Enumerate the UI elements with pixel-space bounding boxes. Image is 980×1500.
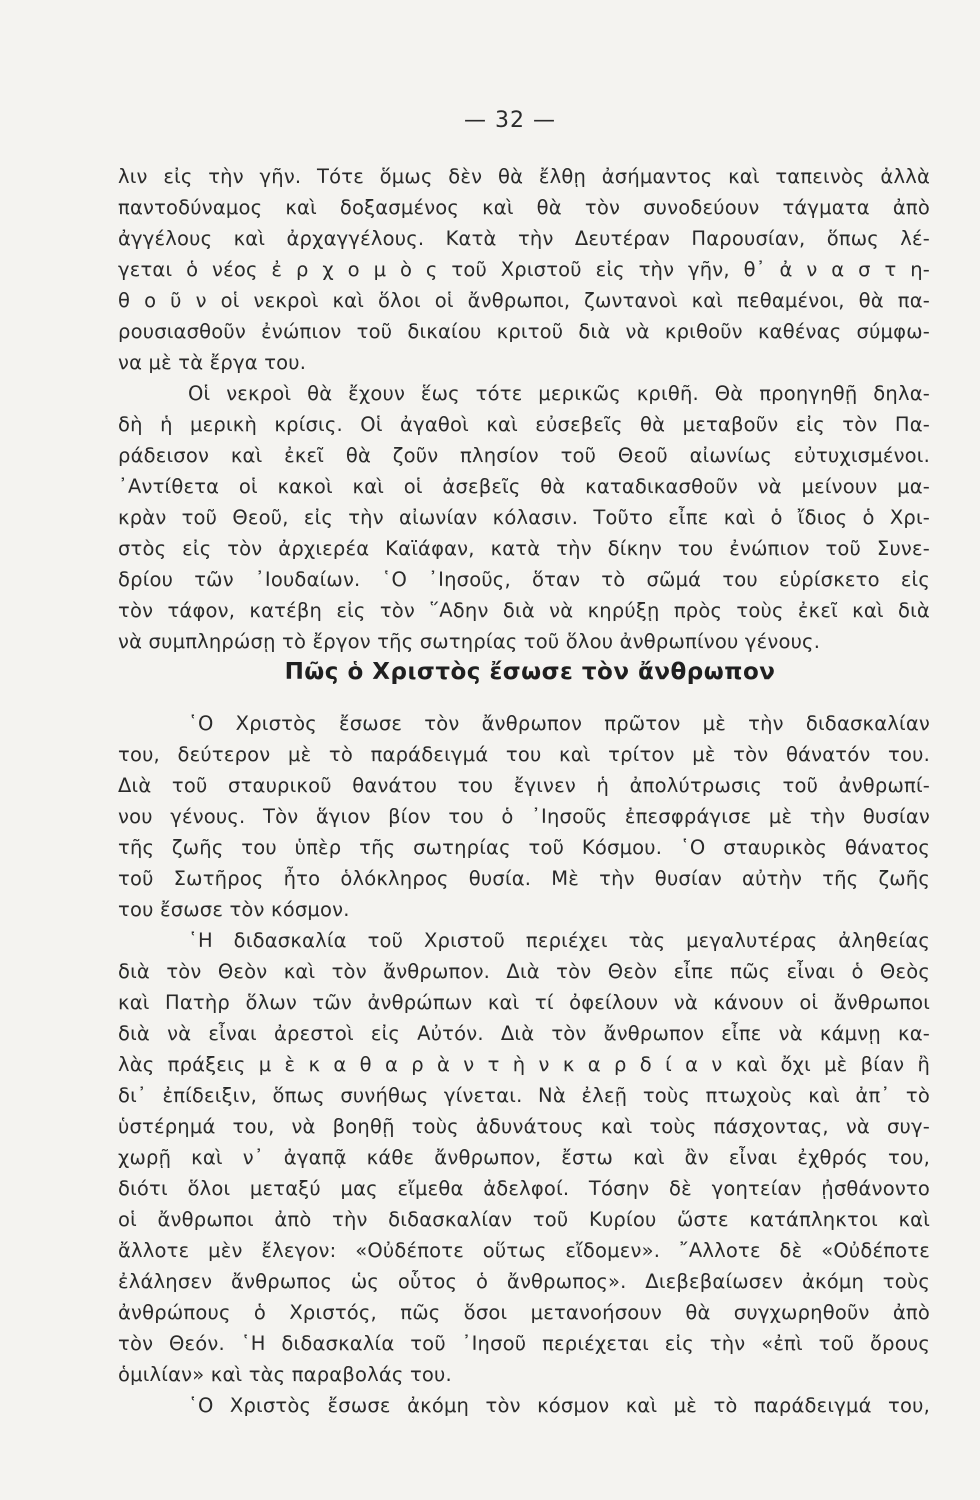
text-line: νου γένους. Τὸν ἅγιον βίον του ὁ ᾿Ιησοῦς ἐπεσφράγισε μὲ τὴν θυσίαν — [118, 805, 930, 828]
text-line: τοῦ Σωτῆρος ἦτο ὁλόκληρος θυσία. Μὲ τὴν θυσίαν αὐτὴν τῆς ζωῆς — [118, 867, 930, 890]
text-line: ὁμιλίαν» καὶ τὰς παραβολάς του. — [118, 1363, 452, 1386]
page-number: — 32 — — [464, 108, 556, 133]
text-line: να μὲ τὰ ἔργα του. — [118, 351, 307, 374]
text-line: ἐλάλησεν ἄνθρωπος ὡς οὗτος ὁ ἄνθρωπος». Διεβεβαίωσεν ἀκόμη τοὺς — [118, 1270, 930, 1293]
text-line: διὰ τὸν Θεὸν καὶ τὸν ἄνθρωπον. Διὰ τὸν Θεὸν εἶπε πῶς εἶναι ὁ Θεὸς — [118, 960, 930, 983]
text-line: Διὰ τοῦ σταυρικοῦ θανάτου του ἔγινεν ἡ ἀπολύτρωσις τοῦ ἀνθρωπί- — [118, 774, 930, 797]
text-line: ἀνθρώπους ὁ Χριστός, πῶς ὅσοι μετανοήσουν θὰ συγχωρηθοῦν ἀπὸ — [118, 1301, 930, 1324]
text-line: διότι ὅλοι μεταξύ μας εἴμεθα ἀδελφοί. Τόσην δὲ γοητείαν ᾐσθάνοντο — [118, 1177, 930, 1200]
text-line: οἱ ἄνθρωποι ἀπὸ τὴν διδασκαλίαν τοῦ Κυρίου ὥστε κατάπληκτοι καὶ — [118, 1208, 930, 1231]
text-line: νὰ συμπληρώσῃ τὸ ἔργον τῆς σωτηρίας τοῦ ὅλου ἀνθρωπίνου γένους. — [118, 630, 821, 653]
text-line: καὶ Πατὴρ ὅλων τῶν ἀνθρώπων καὶ τί ὀφείλουν νὰ κάνουν οἱ ἄνθρωποι — [118, 991, 930, 1014]
text-line: παντοδύναμος καὶ δοξασμένος καὶ θὰ τὸν συνοδεύουν τάγματα ἀπὸ — [118, 196, 930, 219]
text-line: ῾Ο Χριστὸς ἔσωσε ἀκόμη τὸν κόσμον καὶ μὲ τὸ παράδειγμά του, — [188, 1394, 930, 1417]
text-line: δρίου τῶν ᾿Ιουδαίων. ῾Ο ᾿Ιησοῦς, ὅταν τὸ σῶμά του εὑρίσκετο εἰς — [118, 568, 930, 591]
text-line: ῾Ο Χριστὸς ἔσωσε τὸν ἄνθρωπον πρῶτον μὲ τὴν διδασκαλίαν — [188, 712, 930, 735]
text-line: ράδεισον καὶ ἐκεῖ θὰ ζοῦν πλησίον τοῦ Θεοῦ αἰωνίως εὐτυχισμένοι. — [118, 444, 930, 467]
text-line: θ ο ῦ ν οἱ νεκροὶ καὶ ὅλοι οἱ ἄνθρωποι, ζωντανοὶ καὶ πεθαμένοι, θὰ πα- — [118, 289, 930, 312]
text-line: διὰ νὰ εἶναι ἀρεστοὶ εἰς Αὐτόν. Διὰ τὸν ἄνθρωπον εἶπε νὰ κάμνῃ κα- — [118, 1022, 930, 1045]
text-line: δὴ ἡ μερικὴ κρίσις. Οἱ ἀγαθοὶ καὶ εὐσεβεῖς θὰ μεταβοῦν εἰς τὸν Πα- — [118, 413, 930, 436]
text-line: λιν εἰς τὴν γῆν. Τότε ὅμως δὲν θὰ ἔλθῃ ἀσήμαντος καὶ ταπεινὸς ἀλλὰ — [118, 165, 930, 188]
text-line: ἄλλοτε μὲν ἔλεγον: «Οὐδέποτε οὕτως εἴδομεν». ῎Αλλοτε δὲ «Οὐδέποτε — [118, 1239, 930, 1262]
text-line: δι᾿ ἐπίδειξιν, ὅπως συνήθως γίνεται. Νὰ ἐλεῇ τοὺς πτωχοὺς καὶ ἀπ᾿ τὸ — [118, 1084, 930, 1107]
text-block-1 — [118, 161, 930, 657]
text-line: λὰς πράξεις μ ὲ κ α θ α ρ ὰ ν τ ὴ ν κ α ρ δ ί α ν καὶ ὄχι μὲ βίαν ἢ — [118, 1053, 930, 1076]
text-line: ὑστέρημά του, νὰ βοηθῇ τοὺς ἀδυνάτους καὶ τοὺς πάσχοντας, νὰ συγ- — [118, 1115, 930, 1138]
text-line: του ἔσωσε τὸν κόσμον. — [118, 898, 350, 921]
text-line: στὸς εἰς τὸν ἀρχιερέα Καϊάφαν, κατὰ τὴν δίκην του ἐνώπιον τοῦ Συνε- — [118, 537, 930, 560]
text-line: τὸν Θεόν. ῾Η διδασκαλία τοῦ ᾿Ιησοῦ περιέχεται εἰς τὴν «ἐπὶ τοῦ ὄρους — [118, 1332, 930, 1355]
section-heading: Πῶς ὁ Χριστὸς ἔσωσε τὸν ἄνθρωπον — [284, 659, 776, 685]
text-line: κρὰν τοῦ Θεοῦ, εἰς τὴν αἰωνίαν κόλασιν. Τοῦτο εἶπε καὶ ὁ ἴδιος ὁ Χρι- — [118, 506, 930, 529]
text-line: ρουσιασθοῦν ἐνώπιον τοῦ δικαίου κριτοῦ διὰ νὰ κριθοῦν καθένας σύμφω- — [118, 320, 930, 343]
text-line: ῾Η διδασκαλία τοῦ Χριστοῦ περιέχει τὰς μεγαλυτέρας ἀληθείας — [188, 929, 930, 952]
text-line: τῆς ζωῆς του ὑπὲρ τῆς σωτηρίας τοῦ Κόσμου. ῾Ο σταυρικὸς θάνατος — [118, 836, 930, 859]
text-block-2 — [118, 708, 930, 1421]
text-line: γεται ὁ νέος ἐ ρ χ ο μ ὸ ς τοῦ Χριστοῦ εἰς τὴν γῆν, θ᾿ ἀ ν α σ τ η- — [118, 258, 930, 281]
text-line: ᾿Αντίθετα οἱ κακοὶ καὶ οἱ ἀσεβεῖς θὰ καταδικασθοῦν νὰ μείνουν μα- — [118, 475, 930, 498]
text-line: του, δεύτερον μὲ τὸ παράδειγμά του καὶ τρίτον μὲ τὸν θάνατόν του. — [118, 743, 930, 766]
text-line: τὸν τάφον, κατέβη εἰς τὸν ῞Αδην διὰ νὰ κηρύξῃ πρὸς τοὺς ἐκεῖ καὶ διὰ — [118, 599, 930, 622]
text-line: ἀγγέλους καὶ ἀρχαγγέλους. Κατὰ τὴν Δευτέραν Παρουσίαν, ὅπως λέ- — [118, 227, 930, 250]
text-line: χωρῇ καὶ ν᾿ ἀγαπᾷ κάθε ἄνθρωπον, ἔστω καὶ ἂν εἶναι ἐχθρός του, — [118, 1146, 930, 1169]
text-line: Οἱ νεκροὶ θὰ ἔχουν ἕως τότε μερικῶς κριθῆ. Θὰ προηγηθῇ δηλα- — [188, 382, 930, 405]
